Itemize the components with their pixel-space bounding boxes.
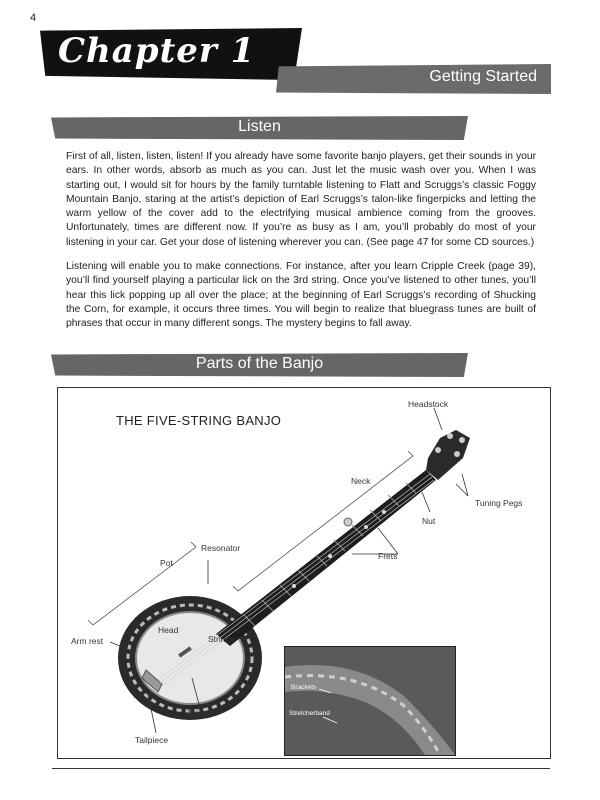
label-arm-rest: Arm rest [71,636,104,646]
page-number: 4 [30,12,37,24]
label-bridge: Bridge [188,708,213,718]
parts-heading: Parts of the Banjo [195,355,324,372]
label-neck: Neck [351,476,371,486]
label-pot: Pot [160,558,173,568]
label-head: Head [158,625,179,635]
brackets-inset-photo [284,646,456,756]
listen-paragraph-1: First of all, listen, listen, listen! If you already have some favorite banjo players, get their sounds in your ears. In other words, absorb as much as you can. Just let the music wash over you. When I was starting out, I would sit for hours by the family turntable listening to Flatt and Scruggs’s classic Foggy Mountain Banjo, staring at the artist’s depiction of Earl Scruggs’s talon-like fingerpicks and letting the warm yellow of the cover add to the electrifying musical ambience coming from the grooves. Unfortunately, times are different now. If you’re as busy as I am, you’ll probably do most of your listening in your car. Get your dose of listening wherever you can. (See page 47 for some CD sources.) [66,151,536,248]
banjo-figure [57,387,551,759]
label-resonator: Resonator [201,543,241,553]
chapter-subtitle: Getting Started [429,68,537,85]
figure-title: THE FIVE-STRING BANJO [116,413,282,428]
label-tailpiece: Tailpiece [135,735,169,745]
label-tuning-pegs: Tuning Pegs [475,498,523,508]
label-frets: Frets [378,551,398,561]
label-stretcherband: Stretcherband [289,710,330,717]
footer-rule [52,768,550,769]
label-nut: Nut [422,516,436,526]
listen-paragraph-2: Listening will enable you to make connections. For instance, after you learn Cripple Creek (page 39), you’ll find yourself playing a particular lick on the 3rd string. Once you’ve listened to other tunes, you’ll hear this lick popping up all over the place; at the beginning of Earl Scruggs’s recording of Shucking the Corn, for example, it occurs three times. You will begin to realize that bluegrass tunes are built of phrases that occur in many different songs. The mystery begins to fall away. [66,261,536,330]
label-headstock: Headstock [408,399,449,409]
chapter-title: Chapter 1 [58,31,256,71]
label-strings: Strings [208,634,235,644]
fifth-string-peg [344,518,352,526]
inset-illustration [285,647,455,755]
label-brackets: Brackets [291,684,317,691]
listen-heading: Listen [238,118,281,135]
